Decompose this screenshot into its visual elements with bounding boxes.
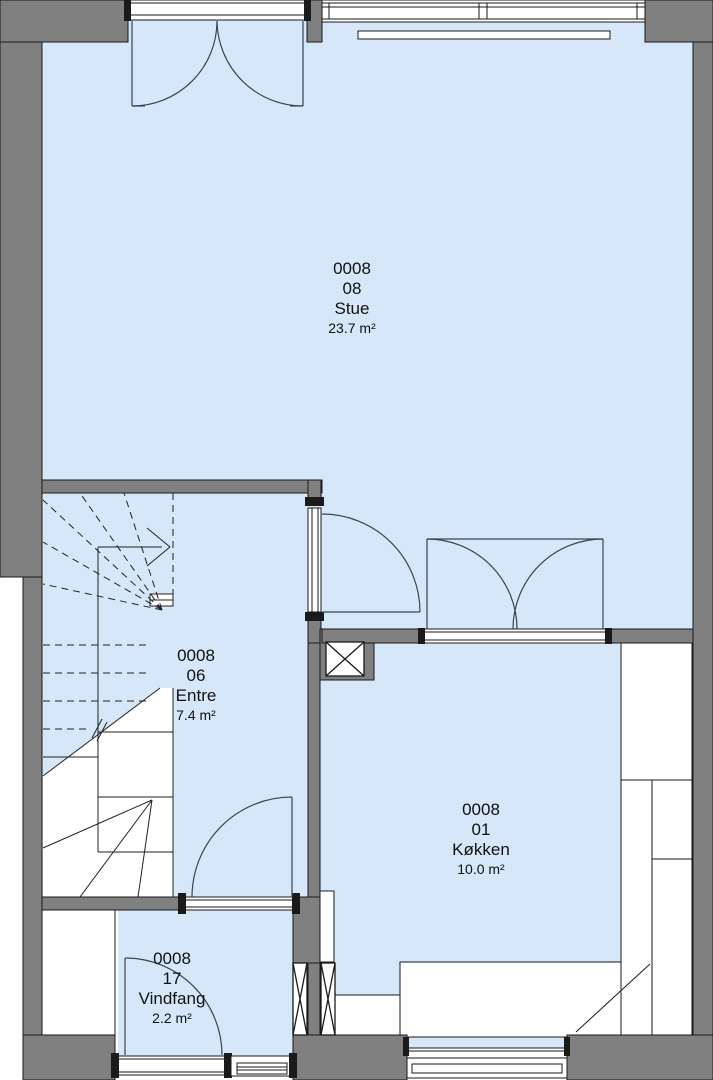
wall-vindfang-kokken <box>308 963 320 1037</box>
room-label-vindfang <box>139 949 206 1027</box>
duct-shaft-x-box <box>326 642 364 676</box>
kitchen-counter-bottom-step <box>333 995 400 1037</box>
kitchen-counter-bottom <box>400 962 621 1037</box>
room-area: 2.2 m² <box>152 1010 192 1026</box>
room-name: Køkken <box>452 840 510 859</box>
exterior-wall-left-upper <box>0 0 42 577</box>
wall-entre-vindfang <box>42 897 183 910</box>
room-number: 17 <box>162 969 182 988</box>
room-label-kokken <box>452 800 510 878</box>
door-entre-stue-frame <box>305 497 324 621</box>
exterior-wall-left-lower <box>23 577 42 1035</box>
room-number: 06 <box>186 666 206 685</box>
room-unit: 0008 <box>177 646 215 665</box>
door-stue-kokken-frame <box>418 628 612 644</box>
closet <box>42 910 115 1035</box>
room-unit: 0008 <box>462 800 500 819</box>
room-area: 10.0 m² <box>457 861 505 877</box>
room-number: 08 <box>342 279 362 298</box>
window-recess-floor <box>407 1037 567 1048</box>
room-name: Stue <box>334 299 370 318</box>
wall-stue-entre <box>42 480 322 493</box>
column-x-box-left <box>293 963 307 1035</box>
exterior-wall-top-left <box>0 0 128 42</box>
room-unit: 0008 <box>153 949 191 968</box>
room-area: 7.4 m² <box>176 707 216 723</box>
exterior-wall-right <box>693 42 713 1080</box>
wall-bottom-left-block <box>23 1035 115 1080</box>
room-unit: 0008 <box>333 259 371 278</box>
wall-entre-kokken <box>308 643 320 897</box>
front-door-sidelight <box>231 1053 297 1078</box>
room-label-entre <box>176 646 217 724</box>
wall-bottom-right-block <box>567 1035 713 1080</box>
door-stue-entry-frame <box>124 0 311 21</box>
column-x-box-right <box>321 963 335 1035</box>
room-name: Vindfang <box>138 989 206 1008</box>
room-number: 01 <box>471 820 491 839</box>
room-area: 23.7 m² <box>328 320 376 336</box>
kitchen-radiator <box>320 891 334 962</box>
front-door-frame <box>111 1053 232 1078</box>
stue-radiator <box>358 31 610 39</box>
wall-bottom-middle-block <box>293 1035 407 1080</box>
wall-stue-kokken-left <box>322 629 423 643</box>
wall-stue-kokken-right <box>607 629 693 643</box>
window-stue-north <box>322 0 645 22</box>
exterior-wall-top-right <box>645 0 713 42</box>
room-label-stue <box>328 259 375 337</box>
room-name: Entre <box>175 686 217 705</box>
kitchen-counter-right <box>621 643 692 1037</box>
